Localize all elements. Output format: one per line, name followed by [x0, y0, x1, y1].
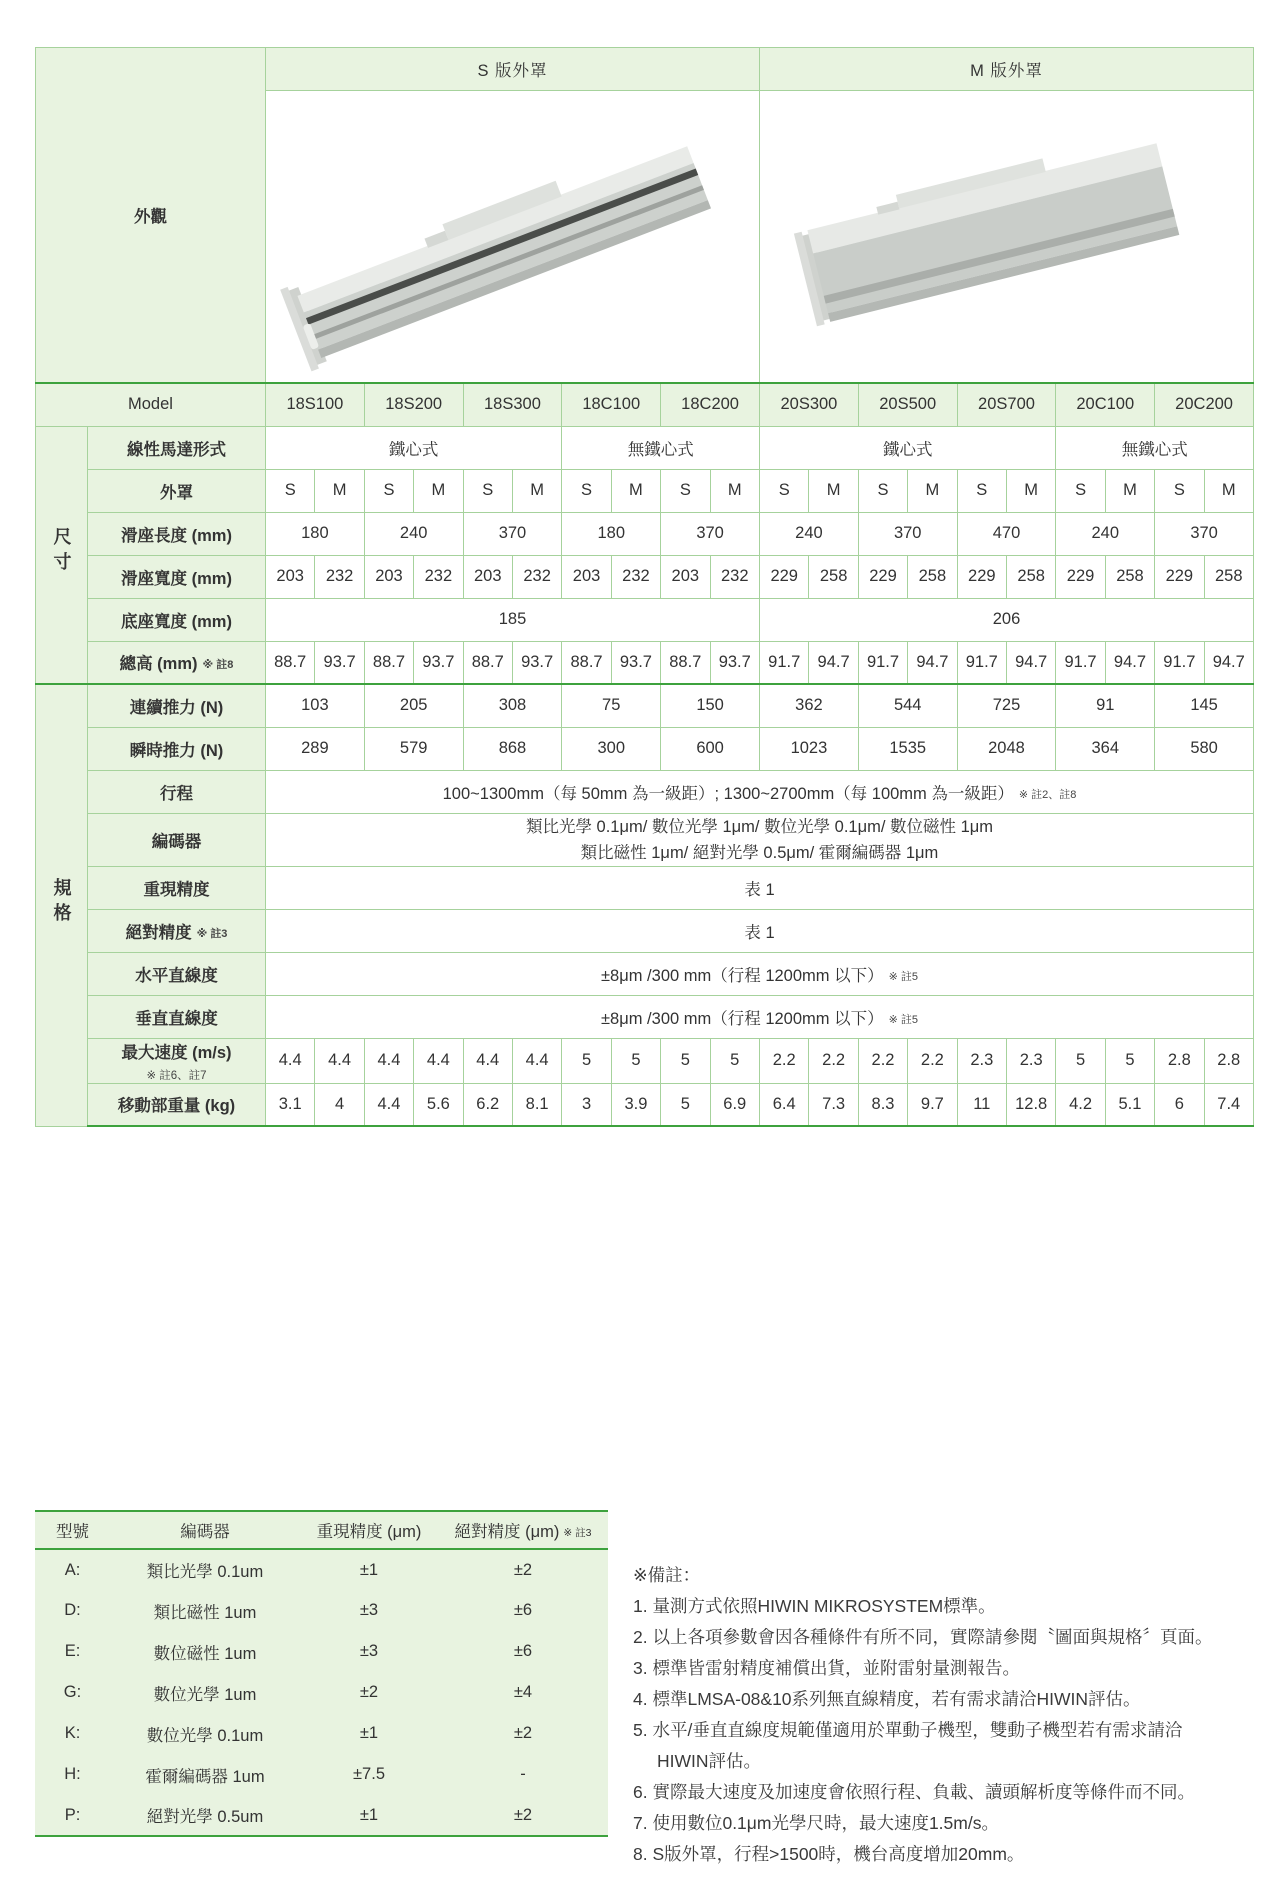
cover-cell: M: [1006, 469, 1055, 512]
max-speed-cell: 5: [611, 1038, 660, 1083]
cont-force-cell: 150: [661, 684, 760, 727]
total-height-label-text: 總高 (mm): [119, 655, 198, 674]
cover-header-row: [36, 48, 1254, 91]
base-width-label: 底座寬度 (mm): [88, 598, 266, 641]
max-speed-note: ※ 註6、註7: [146, 1069, 207, 1082]
absolute-accuracy-label: [88, 909, 266, 952]
total-height-cell: 93.7: [414, 641, 463, 684]
horizontal-straightness-row: [36, 952, 1254, 995]
slider-width-cell: 232: [315, 555, 364, 598]
slider-width-cell: 203: [562, 555, 611, 598]
cover-cell: M: [512, 469, 561, 512]
max-speed-cell: 4.4: [414, 1038, 463, 1083]
encoder-code-cell: G:: [63, 1683, 82, 1701]
max-speed-cell: 2.2: [809, 1038, 858, 1083]
total-height-cell: 88.7: [661, 641, 710, 684]
encoder-absolute-cell: ±2: [513, 1560, 533, 1579]
encoder-table-row: [35, 1549, 608, 1590]
encoder-repeatability-cell: ±2: [359, 1683, 379, 1701]
vertical-straightness-text: ±8μm /300 mm（行程 1200mm 以下）: [600, 1009, 884, 1028]
appearance-label: 外觀: [36, 48, 266, 384]
moving-weight-cell: 5.6: [414, 1083, 463, 1126]
encoder-repeatability-cell: ±1: [300, 1795, 438, 1836]
moving-weight-cell: 8.1: [512, 1083, 561, 1126]
cover-cell: S: [957, 469, 1006, 512]
total-height-cell: 93.7: [315, 641, 364, 684]
absolute-accuracy-note: ※ 註3: [196, 927, 228, 940]
cover-cell: S: [364, 469, 413, 512]
slider-length-cell: 180: [266, 512, 365, 555]
encoder-repeatability-cell: ±1: [359, 1724, 379, 1742]
moving-weight-cell: 4: [315, 1083, 364, 1126]
moving-weight-cell: 6.9: [710, 1083, 760, 1126]
vertical-straightness-row: [36, 995, 1254, 1038]
motor-type-value: 鐵心式: [266, 426, 562, 469]
slider-length-cell: 370: [463, 512, 562, 555]
moving-weight-cell: 4.2: [1056, 1083, 1105, 1126]
max-speed-cell: 2.8: [1204, 1038, 1253, 1083]
remarks-panel: [633, 1560, 1258, 1870]
specs-section-text: 規格: [51, 877, 72, 928]
vertical-straightness-note: ※ 註5: [888, 1013, 918, 1026]
slider-length-row: [36, 512, 1254, 555]
slider-length-cell: 370: [858, 512, 957, 555]
encoder-accuracy-table: [35, 1510, 608, 1837]
total-height-note: ※ 註8: [202, 659, 234, 672]
cover-cell: S: [1155, 469, 1204, 512]
cover-cell: M: [1105, 469, 1154, 512]
vertical-straightness-value: [266, 995, 1254, 1038]
motor-type-row: [36, 426, 1254, 469]
max-speed-cell: 5: [562, 1038, 611, 1083]
cont-force-cell: 103: [266, 684, 365, 727]
encoder-absolute-cell: ±6: [513, 1601, 533, 1619]
encoder-code-cell: K:: [64, 1724, 81, 1742]
cover-cell: S: [562, 469, 611, 512]
max-speed-cell: 4.4: [364, 1038, 413, 1083]
max-speed-row: [36, 1038, 1254, 1083]
cont-force-cell: 544: [858, 684, 957, 727]
slider-length-cell: 240: [1056, 512, 1155, 555]
encoder-table-header-absolute-text: 絕對精度 (μm): [454, 1523, 560, 1541]
max-speed-cell: 5: [1056, 1038, 1105, 1083]
main-spec-table: [35, 47, 1254, 1127]
encoder-table-row: [35, 1754, 608, 1795]
encoder-table-row: [35, 1672, 608, 1713]
absolute-accuracy-value: 表 1: [266, 909, 1254, 952]
stroke-value-text: 100~1300mm（每 50mm 為一級距）; 1300~2700mm（每 100mm 為一級距）: [442, 784, 1014, 803]
cover-cell: S: [760, 469, 809, 512]
cover-cell: M: [414, 469, 463, 512]
section-label-specs: [36, 684, 88, 1126]
encoder-table-row: [35, 1590, 608, 1631]
slider-width-cell: 232: [512, 555, 561, 598]
slider-width-cell: 258: [1105, 555, 1154, 598]
note-line: HIWIN評估。: [657, 1751, 762, 1771]
encoder-absolute-cell: -: [520, 1765, 526, 1783]
peak-force-cell: 1535: [858, 727, 957, 770]
moving-weight-cell: 3.1: [266, 1083, 315, 1126]
stroke-row: [36, 770, 1254, 813]
encoder-encoder-cell: 絕對光學 0.5um: [110, 1795, 300, 1836]
cover-cell: S: [463, 469, 512, 512]
dimensions-section-text: 尺寸: [51, 527, 72, 578]
cover-cell: M: [809, 469, 858, 512]
model-cell: 18S100: [266, 383, 365, 426]
note-line: 6. 實際最大速度及加速度會依照行程、負載、讀頭解析度等條件而不同。: [633, 1782, 1195, 1802]
encoder-repeatability-cell: ±3: [359, 1642, 379, 1660]
encoder-table-header-model: 型號: [35, 1511, 110, 1549]
horizontal-straightness-value: [266, 952, 1254, 995]
moving-weight-cell: 3.9: [611, 1083, 660, 1126]
peak-force-cell: 300: [562, 727, 661, 770]
max-speed-cell: 5: [661, 1038, 710, 1083]
cover-cell: M: [315, 469, 364, 512]
max-speed-cell: 2.3: [1006, 1038, 1055, 1083]
encoder-table-header-repeatability: 重現精度 (μm): [300, 1511, 438, 1549]
model-row: [36, 383, 1254, 426]
model-cell: 20C100: [1056, 383, 1155, 426]
moving-weight-cell: 8.3: [858, 1083, 907, 1126]
cont-force-cell: 91: [1056, 684, 1155, 727]
encoder-code-cell: P:: [35, 1795, 110, 1836]
m-cover-product-image-cell: [760, 91, 1254, 384]
motor-type-label: 線性馬達形式: [88, 426, 266, 469]
total-height-cell: 94.7: [908, 641, 957, 684]
note-line: 8. S版外罩，行程>1500時，機台高度增加20mm。: [633, 1844, 1025, 1864]
cont-force-cell: 362: [760, 684, 859, 727]
max-speed-cell: 2.2: [908, 1038, 957, 1083]
s-cover-header: S 版外罩: [266, 48, 760, 91]
encoder-encoder-cell: 數位光學 1um: [153, 1685, 257, 1704]
horizontal-straightness-text: ±8μm /300 mm（行程 1200mm 以下）: [600, 966, 884, 985]
repeatability-value: 表 1: [266, 866, 1254, 909]
slider-width-cell: 229: [957, 555, 1006, 598]
max-speed-cell: 2.3: [957, 1038, 1006, 1083]
remarks-title: ※備註：: [633, 1565, 701, 1585]
section-label-dimensions: [36, 426, 88, 684]
cover-cell: S: [858, 469, 907, 512]
vertical-straightness-label: 垂直直線度: [88, 995, 266, 1038]
note-line: 5. 水平/垂直直線度規範僅適用於單動子機型，雙動子機型若有需求請洽: [633, 1720, 1183, 1740]
total-height-cell: 91.7: [760, 641, 809, 684]
encoder-encoder-cell: 類比磁性 1um: [153, 1603, 257, 1622]
total-height-row: [36, 641, 1254, 684]
encoder-repeatability-cell: ±3: [359, 1601, 379, 1619]
moving-weight-cell: 7.4: [1204, 1083, 1253, 1126]
slider-length-cell: 180: [562, 512, 661, 555]
note-line: 4. 標準LMSA-08&10系列無直線精度，若有需求請洽HIWIN評估。: [633, 1689, 1141, 1709]
encoder-code-cell: A:: [64, 1560, 81, 1579]
encoder-code-cell: E:: [64, 1642, 81, 1660]
encoder-table-body: [35, 1549, 608, 1836]
total-height-cell: 94.7: [809, 641, 858, 684]
total-height-cell: 88.7: [463, 641, 512, 684]
model-cell: 18C100: [562, 383, 661, 426]
moving-weight-label: 移動部重量 (kg): [88, 1083, 266, 1126]
moving-weight-cell: 4.4: [364, 1083, 413, 1126]
remarks-list: [633, 1591, 1258, 1870]
encoder-line-1: 類比光學 0.1μm/ 數位光學 1μm/ 數位光學 0.1μm/ 數位磁性 1μm: [525, 817, 994, 836]
encoder-encoder-cell: 數位磁性 1um: [153, 1644, 257, 1663]
cover-cell: M: [611, 469, 660, 512]
encoder-label: 編碼器: [88, 813, 266, 866]
motor-type-value: 鐵心式: [760, 426, 1056, 469]
cover-cell: M: [1204, 469, 1253, 512]
model-row-label: Model: [36, 383, 266, 426]
slider-width-cell: 232: [414, 555, 463, 598]
total-height-label: [88, 641, 266, 684]
cont-force-row: [36, 684, 1254, 727]
encoder-table-header-encoder: 編碼器: [110, 1511, 300, 1549]
moving-weight-cell: 9.7: [908, 1083, 957, 1126]
model-cell: 20S500: [858, 383, 957, 426]
peak-force-row: [36, 727, 1254, 770]
encoder-encoder-cell: 數位光學 0.1um: [146, 1726, 264, 1745]
stroke-label: 行程: [88, 770, 266, 813]
absolute-accuracy-row: [36, 909, 1254, 952]
encoder-code-cell: D:: [64, 1601, 81, 1619]
model-cell: 18C200: [661, 383, 760, 426]
max-speed-cell: 4.4: [266, 1038, 315, 1083]
slider-width-cell: 229: [760, 555, 809, 598]
total-height-cell: 88.7: [364, 641, 413, 684]
slider-width-cell: 258: [809, 555, 858, 598]
slider-width-label: 滑座寬度 (mm): [88, 555, 266, 598]
moving-weight-cell: 3: [562, 1083, 611, 1126]
note-line: 2. 以上各項參數會因各種條件有所不同，實際請參閱〝圖面與規格〞頁面。: [633, 1627, 1213, 1647]
slider-width-cell: 232: [611, 555, 660, 598]
moving-weight-cell: 6: [1155, 1083, 1204, 1126]
cont-force-label: 連續推力 (N): [88, 684, 266, 727]
total-height-cell: 94.7: [1105, 641, 1154, 684]
total-height-cell: 93.7: [710, 641, 760, 684]
note-line: 7. 使用數位0.1μm光學尺時，最大速度1.5m/s。: [633, 1813, 999, 1833]
slider-width-cell: 258: [908, 555, 957, 598]
encoder-row: [36, 813, 1254, 866]
encoder-code-cell: H:: [64, 1765, 81, 1783]
base-width-value: 206: [760, 598, 1254, 641]
cover-cell: S: [661, 469, 710, 512]
slider-width-cell: 203: [266, 555, 315, 598]
max-speed-cell: 2.2: [760, 1038, 809, 1083]
slider-length-cell: 240: [760, 512, 859, 555]
moving-weight-cell: 6.4: [760, 1083, 809, 1126]
peak-force-cell: 580: [1155, 727, 1254, 770]
total-height-cell: 91.7: [957, 641, 1006, 684]
slider-length-cell: 470: [957, 512, 1056, 555]
base-width-value: 185: [266, 598, 760, 641]
cover-label: 外罩: [88, 469, 266, 512]
moving-weight-cell: 6.2: [463, 1083, 512, 1126]
max-speed-cell: 4.4: [512, 1038, 561, 1083]
stroke-note: ※ 註2、註8: [1018, 788, 1077, 801]
slider-width-cell: 203: [463, 555, 512, 598]
model-cell: 20C200: [1155, 383, 1254, 426]
cover-cell: M: [908, 469, 957, 512]
encoder-repeatability-cell: ±7.5: [353, 1765, 385, 1783]
slider-width-row: [36, 555, 1254, 598]
cover-row: [36, 469, 1254, 512]
cover-cell: S: [1056, 469, 1105, 512]
cont-force-cell: 145: [1155, 684, 1254, 727]
repeatability-row: [36, 866, 1254, 909]
total-height-cell: 93.7: [512, 641, 561, 684]
s-cover-product-image-cell: [266, 91, 760, 384]
cover-cell: S: [266, 469, 315, 512]
slider-width-cell: 203: [364, 555, 413, 598]
motor-type-value: 無鐵心式: [1056, 426, 1254, 469]
total-height-cell: 93.7: [611, 641, 660, 684]
note-line: 1. 量測方式依照HIWIN MIKROSYSTEM標準。: [633, 1596, 996, 1616]
model-cell: 20S700: [957, 383, 1056, 426]
peak-force-cell: 364: [1056, 727, 1155, 770]
slider-width-cell: 229: [1155, 555, 1204, 598]
horizontal-straightness-label: 水平直線度: [88, 952, 266, 995]
total-height-cell: 94.7: [1204, 641, 1253, 684]
motor-type-value: 無鐵心式: [562, 426, 760, 469]
m-cover-product-image: [761, 91, 1252, 382]
slider-width-cell: 229: [1056, 555, 1105, 598]
moving-weight-cell: 5: [661, 1083, 710, 1126]
moving-weight-cell: 11: [957, 1083, 1006, 1126]
encoder-absolute-cell: ±4: [513, 1683, 533, 1701]
max-speed-cell: 5: [1105, 1038, 1154, 1083]
cont-force-cell: 205: [364, 684, 463, 727]
max-speed-cell: 4.4: [463, 1038, 512, 1083]
slider-width-cell: 203: [661, 555, 710, 598]
slider-length-label: 滑座長度 (mm): [88, 512, 266, 555]
peak-force-cell: 2048: [957, 727, 1056, 770]
encoder-absolute-cell: ±2: [438, 1795, 608, 1836]
max-speed-cell: 2.2: [858, 1038, 907, 1083]
slider-width-cell: 258: [1006, 555, 1055, 598]
total-height-cell: 94.7: [1006, 641, 1055, 684]
base-width-row: [36, 598, 1254, 641]
total-height-cell: 91.7: [1155, 641, 1204, 684]
model-cell: 18S200: [364, 383, 463, 426]
max-speed-cell: 5: [710, 1038, 760, 1083]
encoder-table-row: [35, 1795, 608, 1836]
encoder-absolute-cell: ±2: [513, 1724, 533, 1742]
slider-length-cell: 240: [364, 512, 463, 555]
total-height-cell: 88.7: [562, 641, 611, 684]
slider-length-cell: 370: [661, 512, 760, 555]
m-cover-header: M 版外罩: [760, 48, 1254, 91]
stroke-value: [266, 770, 1254, 813]
encoder-absolute-cell: ±6: [513, 1642, 533, 1660]
model-cell: 18S300: [463, 383, 562, 426]
encoder-line-2: 類比磁性 1μm/ 絕對光學 0.5μm/ 霍爾編碼器 1μm: [580, 843, 939, 862]
total-height-cell: 88.7: [266, 641, 315, 684]
cont-force-cell: 308: [463, 684, 562, 727]
max-speed-cell: 2.8: [1155, 1038, 1204, 1083]
max-speed-label: [88, 1038, 266, 1083]
slider-width-cell: 232: [710, 555, 760, 598]
peak-force-label: 瞬時推力 (N): [88, 727, 266, 770]
moving-weight-cell: 12.8: [1006, 1083, 1055, 1126]
absolute-accuracy-label-text: 絕對精度: [125, 923, 192, 942]
total-height-cell: 91.7: [1056, 641, 1105, 684]
s-cover-product-image: [267, 91, 758, 382]
max-speed-cell: 4.4: [315, 1038, 364, 1083]
note-line: 3. 標準皆雷射精度補償出貨，並附雷射量測報告。: [633, 1658, 1020, 1678]
encoder-table-header-absolute: [438, 1511, 608, 1549]
peak-force-cell: 868: [463, 727, 562, 770]
encoder-table-row: [35, 1713, 608, 1754]
horizontal-straightness-note: ※ 註5: [888, 970, 918, 983]
encoder-encoder-cell: 霍爾編碼器 1um: [145, 1767, 265, 1786]
cont-force-cell: 75: [562, 684, 661, 727]
encoder-table-row: [35, 1631, 608, 1672]
encoder-repeatability-cell: ±1: [359, 1560, 379, 1579]
encoder-encoder-cell: 類比光學 0.1um: [146, 1563, 264, 1581]
max-speed-label-text: 最大速度 (m/s): [121, 1043, 232, 1062]
moving-weight-row: [36, 1083, 1254, 1126]
peak-force-cell: 579: [364, 727, 463, 770]
repeatability-label: 重現精度: [88, 866, 266, 909]
total-height-cell: 91.7: [858, 641, 907, 684]
encoder-table-header-absolute-note: ※ 註3: [563, 1527, 592, 1539]
encoder-value: [266, 813, 1254, 866]
slider-width-cell: 258: [1204, 555, 1253, 598]
peak-force-cell: 600: [661, 727, 760, 770]
model-cell: 20S300: [760, 383, 859, 426]
encoder-table-header: [35, 1511, 608, 1549]
peak-force-cell: 1023: [760, 727, 859, 770]
slider-length-cell: 370: [1155, 512, 1254, 555]
moving-weight-cell: 5.1: [1105, 1083, 1154, 1126]
slider-width-cell: 229: [858, 555, 907, 598]
peak-force-cell: 289: [266, 727, 365, 770]
moving-weight-cell: 7.3: [809, 1083, 858, 1126]
cover-cell: M: [710, 469, 760, 512]
cont-force-cell: 725: [957, 684, 1056, 727]
